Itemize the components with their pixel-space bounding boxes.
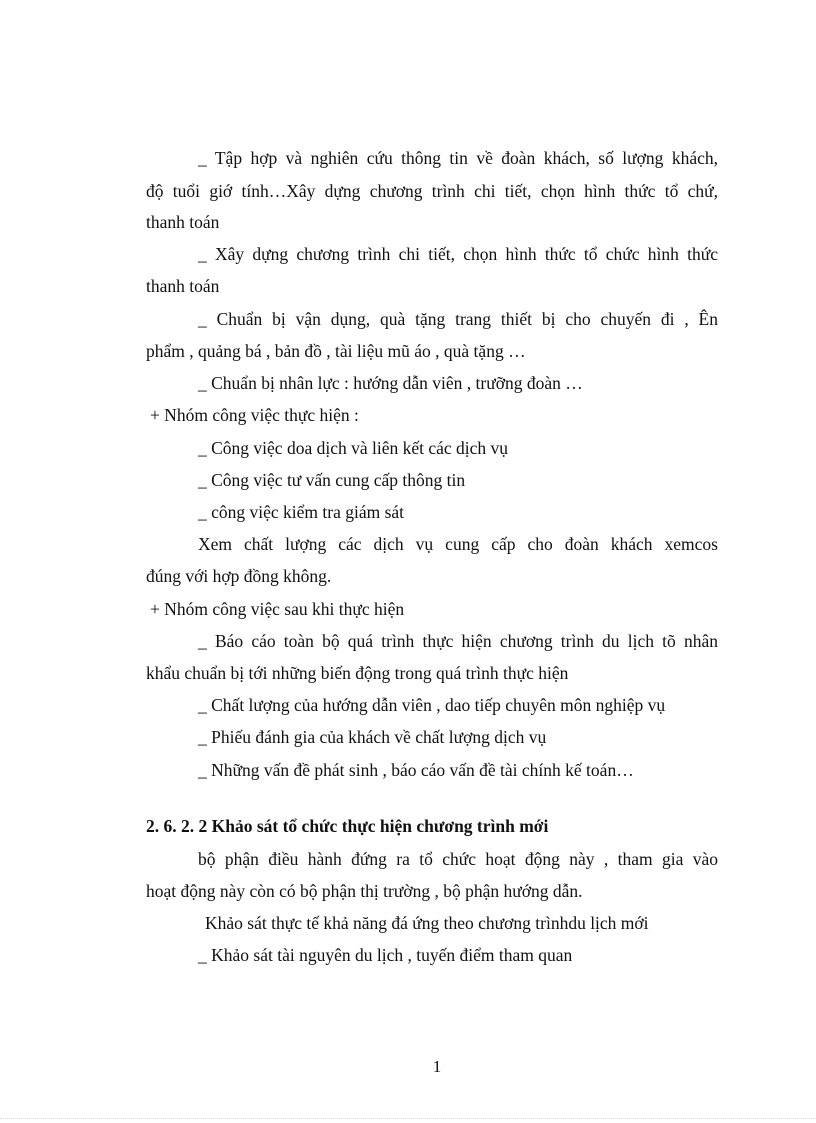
text-line-16: _ Báo cáo toàn bộ quá trình thực hiện chương trình du lịch tõ nhân [198, 631, 718, 651]
text-line-8: _ Chuẩn bị nhân lực : hướng dẫn viên , trưỡng đoàn … [198, 373, 583, 393]
text-line-5: thanh toán [146, 276, 220, 296]
page-bottom-border [0, 1118, 816, 1119]
text-line-6: _ Chuẩn bị vận dụng, quà tặng trang thiết bị cho chuyến đi , Ên [198, 309, 718, 329]
text-line-12: _ công việc kiểm tra giám sát [198, 502, 405, 522]
text-line-17: khẩu chuẩn bị tới những biến động trong quá trình thực hiện [146, 663, 569, 683]
page-number: 1 [432, 1057, 442, 1076]
text-line-24: _ Khảo sát tài nguyên du lịch , tuyến điểm tham quan [198, 945, 573, 965]
text-line-20: _ Những vấn đề phát sinh , báo cáo vấn đề tài chính kế toán… [198, 760, 634, 780]
text-line-3: thanh toán [146, 212, 220, 232]
text-line-4: _ Xây dựng chương trình chi tiết, chọn hình thức tổ chức hình thức [198, 244, 718, 264]
text-line-19: _ Phiếu đánh gia của khách về chất lượng dịch vụ [198, 727, 547, 747]
text-line-9: + Nhóm công việc thực hiện : [150, 405, 359, 425]
text-line-23: Khảo sát thực tế khả năng đá ứng theo chương trìnhdu lịch mới [205, 913, 649, 933]
section-heading: 2. 6. 2. 2 Khảo sát tổ chức thực hiện chương trình mới [146, 816, 549, 836]
text-line-14: đúng với hợp đồng không. [146, 566, 332, 586]
text-line-15: + Nhóm công việc sau khi thực hiện [150, 599, 405, 619]
text-line-7: phẩm , quảng bá , bản đồ , tài liệu mũ áo , quà tặng … [146, 341, 526, 361]
text-line-11: _ Công việc tư vấn cung cấp thông tin [198, 470, 466, 490]
text-line-2: độ tuổi giớ tính…Xây dựng chương trình chi tiết, chọn hình thức tổ chứ, [146, 181, 718, 201]
text-line-22: hoạt động này còn có bộ phận thị trường , bộ phận hướng dẫn. [146, 881, 583, 901]
text-line-13: Xem chất lượng các dịch vụ cung cấp cho đoàn khách xemcos [198, 534, 718, 554]
text-line-1: _ Tập hợp và nghiên cứu thông tin về đoàn khách, số lượng khách, [198, 148, 718, 168]
text-line-18: _ Chất lượng của hướng dẫn viên , dao tiếp chuyên môn nghiệp vụ [198, 695, 666, 715]
text-line-10: _ Công việc doa dịch và liên kết các dịch vụ [198, 438, 509, 458]
text-line-21: bộ phận điều hành đứng ra tổ chức hoạt động này , tham gia vào [198, 849, 718, 869]
